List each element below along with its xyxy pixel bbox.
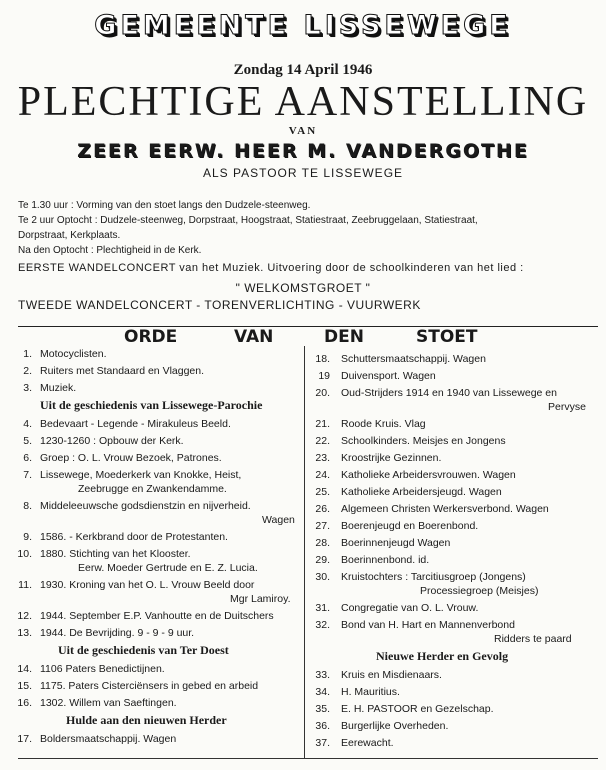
honoree-name: ZEER EERW. HEER M. VANDERGOTHE <box>77 140 529 162</box>
event-date: Zondag 14 April 1946 <box>233 62 373 78</box>
orde-word: STOET <box>416 327 478 347</box>
program-line: Te 2 uur Optocht : Dudzele-steenweg, Dorpstraat, Hoogstraat, Statiestraat, Zeebruggelaan, Statiestraat, <box>18 215 478 226</box>
orde-word: ORDE <box>124 327 178 347</box>
orde-heading <box>18 326 598 347</box>
section-heading: Uit de geschiedenis van Lissewege-Parochie <box>40 398 263 412</box>
municipality-title: GEMEENTE LISSEWEGE <box>94 10 512 41</box>
program-line: Na den Optocht : Plechtigheid in de Kerk. <box>18 245 202 256</box>
honoree-role: ALS PASTOOR TE LISSEWEGE <box>202 166 404 180</box>
second-concert: TWEEDE WANDELCONCERT - TORENVERLICHTING - VUURWERK <box>18 298 421 312</box>
program-line: Dorpstraat, Kerkplaats. <box>18 230 121 241</box>
program-list <box>18 198 598 258</box>
orde-word: VAN <box>234 327 274 347</box>
section-heading: Nieuwe Herder en Gevolg <box>376 649 509 663</box>
event-title: PLECHTIGE AANSTELLING <box>17 79 589 125</box>
section-heading: Hulde aan den nieuwen Herder <box>66 713 227 727</box>
section-heading: Uit de geschiedenis van Ter Doest <box>58 643 229 657</box>
orde-word: DEN <box>324 327 364 347</box>
program-line: Te 1.30 uur : Vorming van den stoet langs den Dudzele-steenweg. <box>18 200 311 211</box>
column-divider <box>304 346 305 758</box>
first-concert: EERSTE WANDELCONCERT van het Muziek. Uitvoering door de schoolkinderen van het lied : <box>18 262 524 274</box>
poster: GEMEENTE LISSEWEGE Zondag 14 April 1946 PLECHTIGE AANSTELLING VAN ZEER EERW. HEER M. VANDERGOTHE ALS PASTOOR TE LISSEWEGE Te 1.30 uur : Vorming van den stoet langs den Dudzele-steenweg. Te 2 uur Optocht : Dudzele-steenweg, Dorpstraat, Hoogstraat, Statiestraat, Zeebruggelaan, Statiestraat, Dorpstraat, Kerkplaats. Na den Optocht : Plechtigheid in de Kerk. EERSTE WANDELCONCERT van het Muziek. Uitvoering door de schoolkinderen van het lied : " WELKOMSTGROET " TWEEDE WANDELCONCERT - TORENVERLICHTING - VUURWERK ORDE VAN DEN STOET 1. Motocyclisten. 2. Ruiters met Standaard en Vlaggen. 3. Muziek. Uit de geschiedenis van Lissewege-Parochie 4. Bedevaart - Legende - Mirakuleus Beeld. 5. 1230-1260 : Opbouw der Kerk. 6. Groep : O. L. Vrouw Bezoek, Patrones. 7. Lissewege, Moederkerk van Knokke, Heist, Zeebrugge en Zwankendamme. 8. Middeleeuwsche godsdienstzin en nijverheid. Wagen 9. 1586. - Kerkbrand door de Protestanten. 10. 1880. Stichting van het Klooster. Eerw. Moeder Gertrude en E. Z. Lucia. 11. 1930. Kroning van het O. L. Vrouw Beeld door Mgr Lamiroy. 12. 1944. September E.P. Vanhoutte en de Duitschers 13. 1944. De Bevrijding. 9 - 9 - 9 uur. Uit de geschiedenis van Ter Doest 14. 1106 Paters Benedictijnen. 15. 1175. Paters Cisterciënsers in gebed en arbeid 16. 1302. Willem van Saeftingen. Hulde aan den nieuwen Herder 17. Boldersmaatschappij. Wagen 18. Schuttersmaatschappij. Wagen 19 Duivensport. Wagen 20. Oud-Strijders 1914 en 1940 van Lissewege en Pervyse 21. Roode Kruis. Vlag 22. Schoolkinders. Meisjes en Jongens 23. Kroostrijke Gezinnen. 24. Katholieke Arbeidersvrouwen. Wagen 25. Katholieke Arbeidersjeugd. Wagen 26. Algemeen Christen Werkersverbond. Wagen 27. Boerenjeugd en Boerenbond. 28. Boerinnenjeugd Wagen 29. Boerinnenbond. id. 30. Kruistochters : Tarcitiusgroep (Jongens) Processiegroep (Meisjes) 31. Congregatie van O. L. Vrouw. 32. Bond van H. Hart en Mannenverbond Ridders te paard Nieuwe Herder en Gevolg 33. Kruis en Misdienaars. 34. H. Mauritius. 35. E. H. PASTOOR en Gezelschap. 36. Burgerlijke Overheden. 37. Eerewacht. <box>0 0 606 770</box>
song-title: " WELKOMSTGROET " <box>235 281 371 295</box>
van-label: VAN <box>288 125 318 137</box>
bottom-rule <box>18 758 598 759</box>
